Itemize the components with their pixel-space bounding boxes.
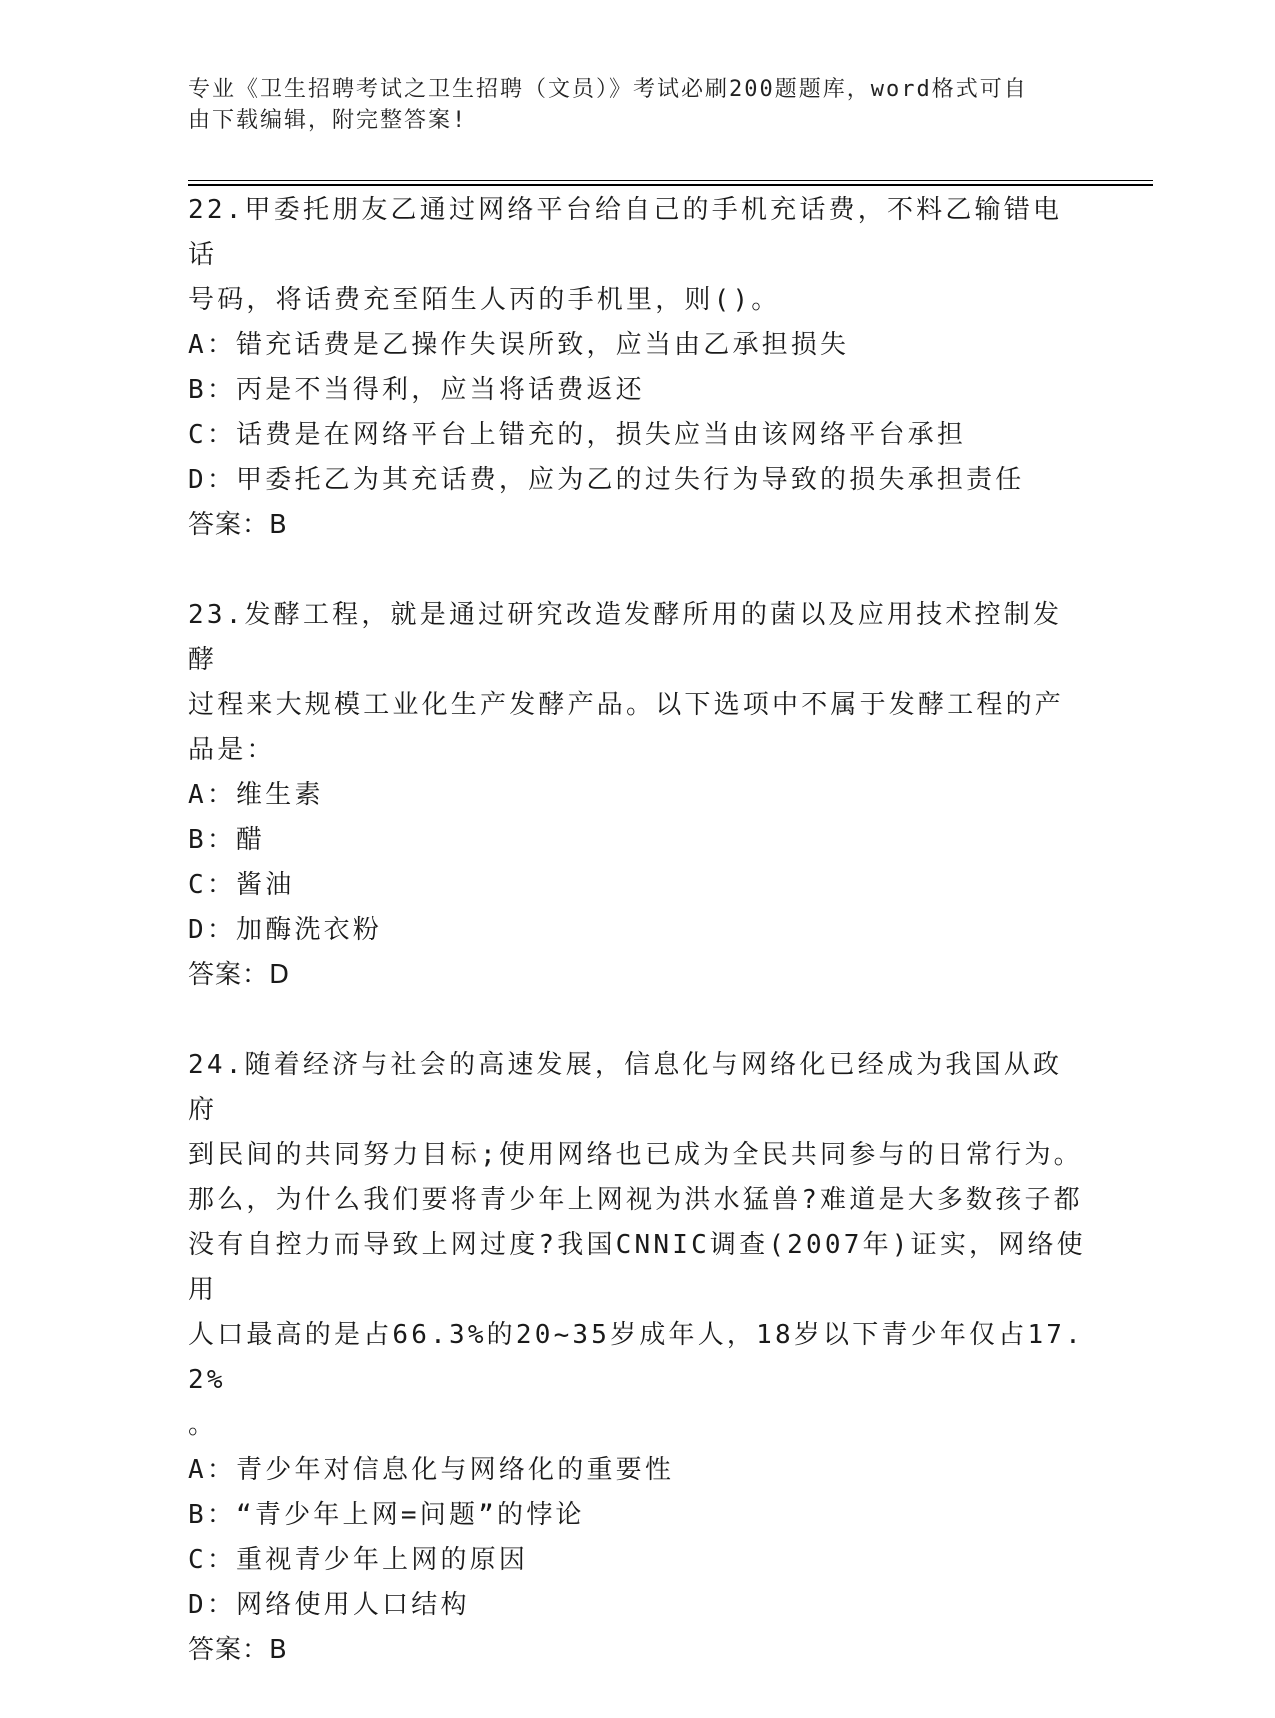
question-stem <box>188 188 1088 323</box>
stem-line: 号码，将话费充至陌生人丙的手机里，则()。 <box>188 285 781 315</box>
stem-line: 那么，为什么我们要将青少年上网视为洪水猛兽?难道是大多数孩子都 <box>188 1185 1083 1215</box>
stem-line: 22.甲委托朋友乙通过网络平台给自己的手机充话费，不料乙输错电话 <box>188 195 1063 270</box>
option-d: D：加酶洗衣粉 <box>188 915 383 945</box>
question-22 <box>188 188 1088 548</box>
option-b: B：丙是不当得利，应当将话费返还 <box>188 375 645 405</box>
option-b: B：“青少年上网=问题”的悖论 <box>188 1500 585 1530</box>
stem-line: 到民间的共同努力目标;使用网络也已成为全民共同参与的日常行为。 <box>188 1140 1083 1170</box>
header-rule-thin <box>188 180 1153 181</box>
option-a: A：维生素 <box>188 780 324 810</box>
header-rule-thick <box>188 184 1153 186</box>
option-b: B：醋 <box>188 825 266 855</box>
header-line-1: 专业《卫生招聘考试之卫生招聘（文员）》考试必刷200题题库，word格式可自 <box>188 77 1028 102</box>
stem-line: 人口最高的是占66.3%的20~35岁成年人，18岁以下青少年仅占17.2% <box>188 1320 1085 1395</box>
stem-line: 过程来大规模工业化生产发酵产品。以下选项中不属于发酵工程的产 <box>188 690 1065 720</box>
question-23 <box>188 593 1088 998</box>
question-stem <box>188 1043 1088 1448</box>
option-a: A：错充话费是乙操作失误所致，应当由乙承担损失 <box>188 330 850 360</box>
option-c: C：重视青少年上网的原因 <box>188 1545 529 1575</box>
question-list <box>188 188 1088 1718</box>
stem-line: 24.随着经济与社会的高速发展，信息化与网络化已经成为我国从政府 <box>188 1050 1063 1125</box>
stem-line: 没有自控力而导致上网过度?我国CNNIC调查(2007年)证实，网络使用 <box>188 1230 1086 1305</box>
question-24 <box>188 1043 1088 1673</box>
answer: 答案：B <box>188 510 288 540</box>
option-c: C：酱油 <box>188 870 295 900</box>
option-d: D：甲委托乙为其充话费，应为乙的过失行为导致的损失承担责任 <box>188 465 1025 495</box>
header-line-2: 由下载编辑，附完整答案! <box>188 108 468 133</box>
option-a: A：青少年对信息化与网络化的重要性 <box>188 1455 675 1485</box>
document-header <box>188 74 1088 136</box>
question-stem <box>188 593 1088 773</box>
option-c: C：话费是在网络平台上错充的，损失应当由该网络平台承担 <box>188 420 967 450</box>
stem-line: 品是： <box>188 735 276 765</box>
answer: 答案：D <box>188 960 291 990</box>
stem-line: 23.发酵工程，就是通过研究改造发酵所用的菌以及应用技术控制发酵 <box>188 600 1063 675</box>
stem-line: 。 <box>188 1410 218 1440</box>
option-d: D：网络使用人口结构 <box>188 1590 470 1620</box>
answer: 答案：B <box>188 1635 288 1665</box>
